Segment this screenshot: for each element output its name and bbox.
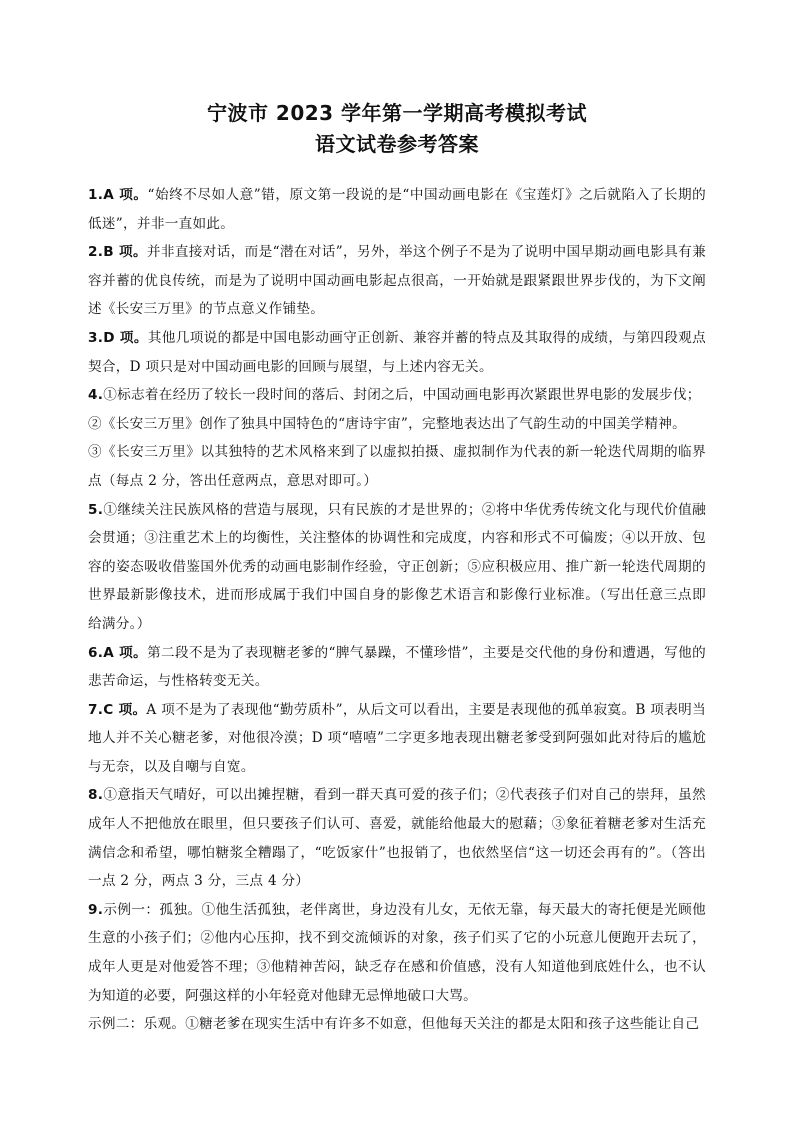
- answer-item-2: [88, 238, 706, 324]
- answer-number: 7.C 项。: [88, 701, 147, 718]
- answer-text: ①继续关注民族风格的营造与展现，只有民族的才是世界的；②将中华优秀传统文化与现代价值融会贯通；③注重艺术上的均衡性，关注整体的协调性和完成度，内容和形式不可偏废；④以开放、包容的姿态吸收借鉴国外优秀的动画电影制作经验，守正创新；⑤应积极应用、推广新一轮迭代周期的世界最新影像技术，进而形成属于我们中国自身的影像艺术语言和影像行业标准。（写出任意三点即给满分。）: [88, 501, 706, 632]
- answer-number: 6.A 项。: [88, 644, 148, 661]
- answer-text: “始终不尽如人意”错，原文第一段说的是“中国动画电影在《宝莲灯》之后就陷入了长期的低迷”，并非一直如此。: [88, 187, 706, 232]
- answer-text: 并非直接对话，而是“潜在对话”，另外，举这个例子不是为了说明中国早期动画电影具有兼容并蓄的优良传统，而是为了说明中国动画电影起点很高，一开始就是跟紧跟世界步伐的，为下文阐述《长安三万里》的节点意义作铺垫。: [88, 244, 706, 318]
- answer-point-2: ②《长安三万里》创作了独具中国特色的“唐诗宇宙”，完整地表达出了气韵生动的中国美学精神。: [88, 415, 687, 432]
- answer-item-7: [88, 696, 706, 782]
- answer-number: 5.: [88, 501, 104, 518]
- answer-item-5: [88, 496, 706, 639]
- answer-item-4-line-3: [88, 438, 706, 495]
- answer-number: 8.: [88, 787, 104, 804]
- answer-text: 第二段不是为了表现糖老爹的“脾气暴躁，不懂珍惜”，主要是交代他的身份和遭遇，写他的悲苦命运，与性格转变无关。: [88, 644, 706, 690]
- answer-text: 示例一：孤独。①他生活孤独，老伴离世，身边没有儿女，无依无靠，每天最大的寄托便是光顾他生意的小孩子们；②他内心压抑，找不到交流倾诉的对象，孩子们买了它的小玩意儿便跑开去玩了，成年人更是对他爱答不理；③他精神苦闷，缺乏存在感和价值感，没有人知道他到底姓什么，也不认为知道的必要，阿强这样的小年轻竟对他肆无忌惮地破口大骂。: [88, 901, 706, 1004]
- page-title: 宁波市 2023 学年第一学期高考模拟考试: [206, 101, 588, 125]
- answer-number: 1.A 项。: [88, 187, 148, 203]
- answer-item-4-line-2: [88, 410, 706, 439]
- answer-item-9: [88, 896, 706, 1010]
- answer-item-4: [88, 381, 706, 410]
- page-subtitle: 语文试卷参考答案: [315, 132, 479, 156]
- answer-item-9-example-2: [88, 1010, 706, 1039]
- answer-item-8: [88, 781, 706, 895]
- answer-text: ①意指天气晴好，可以出摊捏糖，看到一群天真可爱的孩子们；②代表孩子们对自己的崇拜，虽然成年人不把他放在眼里，但只要孩子们认可、喜爱，就能给他最大的慰藉；③象征着糖老爹对生活充满信念和希望，哪怕糖浆全糟蹋了，“吃饭家什”也报销了，也依然坚信“这一切还会再有的”。（答出一点 2 分，两点 3 分，三点 4 分）: [88, 787, 706, 890]
- answer-number: 4.: [88, 387, 104, 404]
- answer-number: 3.D 项。: [88, 329, 148, 346]
- answer-text: 其他几项说的都是中国电影动画守正创新、兼容并蓄的特点及其取得的成绩，与第四段观点契合，D 项只是对中国动画电影的回顾与展望，与上述内容无关。: [88, 329, 706, 375]
- answer-number: 2.B 项。: [88, 244, 147, 261]
- answer-item-3: [88, 324, 706, 381]
- answer-number: 9.: [88, 901, 104, 918]
- answer-text: A 项不是为了表现他“勤劳质朴”，从后文可以看出，主要是表现他的孤单寂寞。B 项表明当地人并不关心糖老爹，对他很冷漠；D 项“嘻嘻”二字更多地表现出糖老爹受到阿强如此对待后的尴尬与无奈，以及自嘲与自宽。: [88, 701, 706, 775]
- answer-item-6: [88, 639, 706, 696]
- answer-text: 示例二：乐观。①糖老爹在现实生活中有许多不如意，但他每天关注的都是太阳和孩子这些能让自己: [88, 1016, 700, 1033]
- answer-list: [88, 181, 706, 1039]
- answer-point-3: ③《长安三万里》以其独特的艺术风格来到了以虚拟拍摄、虚拟制作为代表的新一轮迭代周期的临界点（每点 2 分，答出任意两点，意思对即可。）: [88, 444, 706, 489]
- answer-item-1: [88, 181, 706, 238]
- answer-point-1: ①标志着在经历了较长一段时间的落后、封闭之后，中国动画电影再次紧跟世界电影的发展步伐；: [103, 387, 701, 404]
